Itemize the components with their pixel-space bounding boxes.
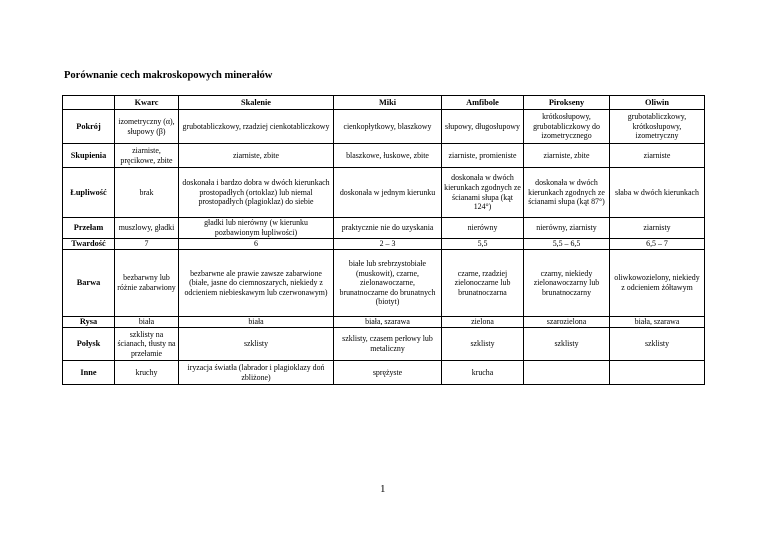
row-header-inne: Inne: [63, 361, 115, 385]
row-header-przelam: Przełam: [63, 218, 115, 239]
table-row: [63, 328, 705, 361]
table-cell: grubotabliczkowy, rzadziej cienkotabliczkowy: [179, 110, 334, 144]
table-cell: zielona: [442, 317, 524, 328]
table-cell: doskonała w dwóch kierunkach zgodnych ze ścianami słupa (kąt 124°): [442, 168, 524, 218]
table-cell: szklisty: [442, 328, 524, 361]
table-row: [63, 110, 705, 144]
table-cell: biała: [179, 317, 334, 328]
table-cell: praktycznie nie do uzyskania: [334, 218, 442, 239]
table-cell: białe lub srebrzystobiałe (muskowit), czarne, zielonawoczarne, brunatnoczarne do brunatnych (biotyt): [334, 250, 442, 317]
table-cell: czarny, niekiedy zielonawoczarny lub brunatnoczarny: [524, 250, 610, 317]
table-cell: oliwkowozielony, niekiedy z odcieniem żółtawym: [610, 250, 705, 317]
column-header-pirokseny: Pirokseny: [524, 96, 610, 110]
table-cell: bezbarwny lub różnie zabarwiony: [115, 250, 179, 317]
row-header-polysk: Połysk: [63, 328, 115, 361]
table-cell: szarozielona: [524, 317, 610, 328]
row-header-barwa: Barwa: [63, 250, 115, 317]
table-cell: biała: [115, 317, 179, 328]
table-cell: iryzacja światła (labrador i plagioklazy doń zbliżone): [179, 361, 334, 385]
document-title: Porównanie cech makroskopowych minerałów: [64, 70, 273, 81]
table-cell: 7: [115, 239, 179, 250]
table-cell: biała, szarawa: [334, 317, 442, 328]
table-cell: ziarniste, promieniste: [442, 144, 524, 168]
table-cell: szklisty: [524, 328, 610, 361]
table-cell: czarne, rzadziej zielonoczarne lub brunatnoczarna: [442, 250, 524, 317]
row-header-twardosc: Twardość: [63, 239, 115, 250]
table-cell: grubotabliczkowy, krótkosłupowy, izometryczny: [610, 110, 705, 144]
column-header-amfibole: Amfibole: [442, 96, 524, 110]
table-cell: [610, 361, 705, 385]
table-cell: cienkopłytkowy, blaszkowy: [334, 110, 442, 144]
row-header-rysa: Rysa: [63, 317, 115, 328]
table-cell: nierówny, ziarnisty: [524, 218, 610, 239]
table-cell: brak: [115, 168, 179, 218]
table-cell: izometryczny (α), słupowy (β): [115, 110, 179, 144]
table-cell: doskonała i bardzo dobra w dwóch kierunkach prostopadłych (ortoklaz) lub niemal prostopadłych (plagioklaz) do siebie: [179, 168, 334, 218]
table-cell: doskonała w dwóch kierunkach zgodnych ze ścianami słupa (kąt 87°): [524, 168, 610, 218]
table-cell: szklisty: [179, 328, 334, 361]
table-row: [63, 218, 705, 239]
table-cell: bezbarwne ale prawie zawsze zabarwione (białe, jasne do ciemnoszarych, niekiedy z odcieniem niebieskawym lub czerwonawym): [179, 250, 334, 317]
row-header-pokroj: Pokrój: [63, 110, 115, 144]
table-cell: 6: [179, 239, 334, 250]
table-row: [63, 168, 705, 218]
page-number: 1: [380, 483, 386, 495]
table-cell: sprężyste: [334, 361, 442, 385]
table-row: [63, 317, 705, 328]
table-cell: [524, 361, 610, 385]
row-header-skupienia: Skupienia: [63, 144, 115, 168]
table-cell: słupowy, długosłupowy: [442, 110, 524, 144]
table-header-row: [63, 96, 705, 110]
column-header-skalenie: Skalenie: [179, 96, 334, 110]
table-cell: słaba w dwóch kierunkach: [610, 168, 705, 218]
table-cell: 2 – 3: [334, 239, 442, 250]
table-cell: 6,5 – 7: [610, 239, 705, 250]
table-row: [63, 144, 705, 168]
table-cell: kruchy: [115, 361, 179, 385]
table-cell: biała, szarawa: [610, 317, 705, 328]
table-cell: blaszkowe, łuskowe, zbite: [334, 144, 442, 168]
table-cell: krucha: [442, 361, 524, 385]
table-cell: szklisty, czasem perłowy lub metaliczny: [334, 328, 442, 361]
table-cell: szklisty na ścianach, tłusty na przełamie: [115, 328, 179, 361]
minerals-comparison-table: [62, 95, 705, 385]
table-row: [63, 250, 705, 317]
table-cell: 5,5: [442, 239, 524, 250]
corner-cell: [63, 96, 115, 110]
column-header-oliwin: Oliwin: [610, 96, 705, 110]
table-cell: ziarniste, zbite: [179, 144, 334, 168]
table-cell: 5,5 – 6,5: [524, 239, 610, 250]
table-cell: nierówny: [442, 218, 524, 239]
table-cell: ziarniste, zbite: [524, 144, 610, 168]
table-cell: szklisty: [610, 328, 705, 361]
column-header-kwarc: Kwarc: [115, 96, 179, 110]
table-row: [63, 361, 705, 385]
row-header-lupliwosc: Łupliwość: [63, 168, 115, 218]
table-cell: doskonała w jednym kierunku: [334, 168, 442, 218]
table-cell: ziarniste: [610, 144, 705, 168]
table-cell: gładki lub nierówny (w kierunku pozbawionym łupliwości): [179, 218, 334, 239]
table-cell: ziarniste, pręcikowe, zbite: [115, 144, 179, 168]
table-cell: krótkosłupowy, grubotabliczkowy do izometrycznego: [524, 110, 610, 144]
table-row: [63, 239, 705, 250]
table-cell: ziarnisty: [610, 218, 705, 239]
table-cell: muszlowy, gładki: [115, 218, 179, 239]
column-header-miki: Miki: [334, 96, 442, 110]
